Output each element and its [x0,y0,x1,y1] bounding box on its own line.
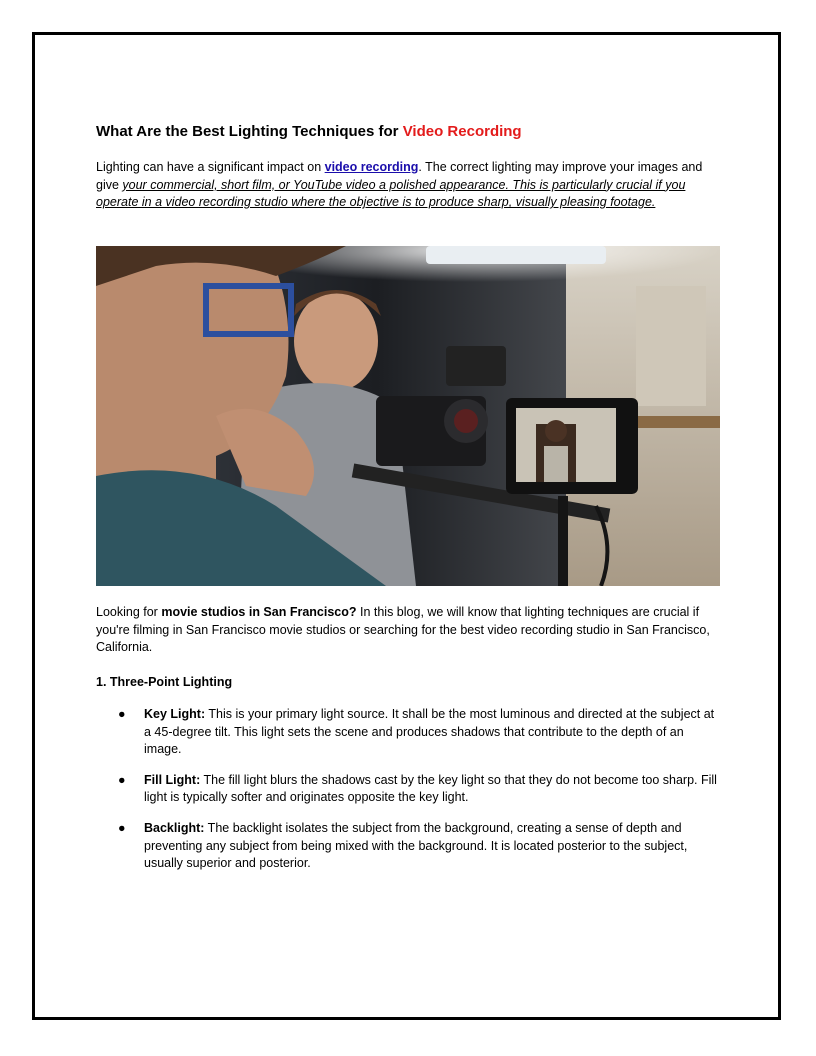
bullet-term: Key Light: [144,707,206,721]
video-recording-link[interactable]: video recording [324,160,419,174]
para2-lead: Looking for [96,605,162,619]
para2-bold: movie studios in San Francisco? [161,605,357,619]
bullet-term: Backlight: [144,820,205,835]
section-heading: 1. Three-Point Lighting [96,675,233,689]
title-main: What Are the Best Lighting Techniques for [96,123,403,140]
lighting-list [96,706,720,873]
intro-text-start: Lighting can have a significant impact on [96,160,325,174]
intro-paragraph [96,159,720,212]
para2-rest: In this blog, we will know that lighting techniques are crucial if you're filming in San Francisco movie studios or searching for the best video recording studio in San Francisco, California. [96,605,710,655]
list-item [96,772,720,807]
intro-italic-text: your commercial, short film, or YouTube video a polished appearance. This is particularly crucial if you operate in a video recording studio where the objective is to produce sharp, visually pleasing footage. [96,177,686,210]
list-item [96,706,720,759]
bullet-icon: ● [118,820,126,835]
title-accent: Video Recording [402,123,522,140]
intro-text-middle: . The correct lighting may improve your images and give [96,160,703,192]
page-title [96,122,522,142]
bullet-icon: ● [118,707,126,721]
list-item [96,820,720,873]
bullet-text: The fill light blurs the shadows cast by the key light so that they do not become too sharp. Fill light is typically softer and originates opposite the key light. [144,772,717,805]
studio-photo [96,246,720,586]
bullet-term: Fill Light: [144,772,201,787]
bullet-text: This is your primary light source. It shall be the most luminous and directed at the subject at a 45-degree tilt. This light sets the scene and produces shadows that contribute to the depth of an image. [144,707,715,757]
studios-paragraph [96,604,720,657]
bullet-text: The backlight isolates the subject from the background, creating a sense of depth and preventing any subject from being mixed with the background. It is located posterior to the subject, usually superior and posterior. [144,820,688,871]
bullet-icon: ● [118,772,126,787]
